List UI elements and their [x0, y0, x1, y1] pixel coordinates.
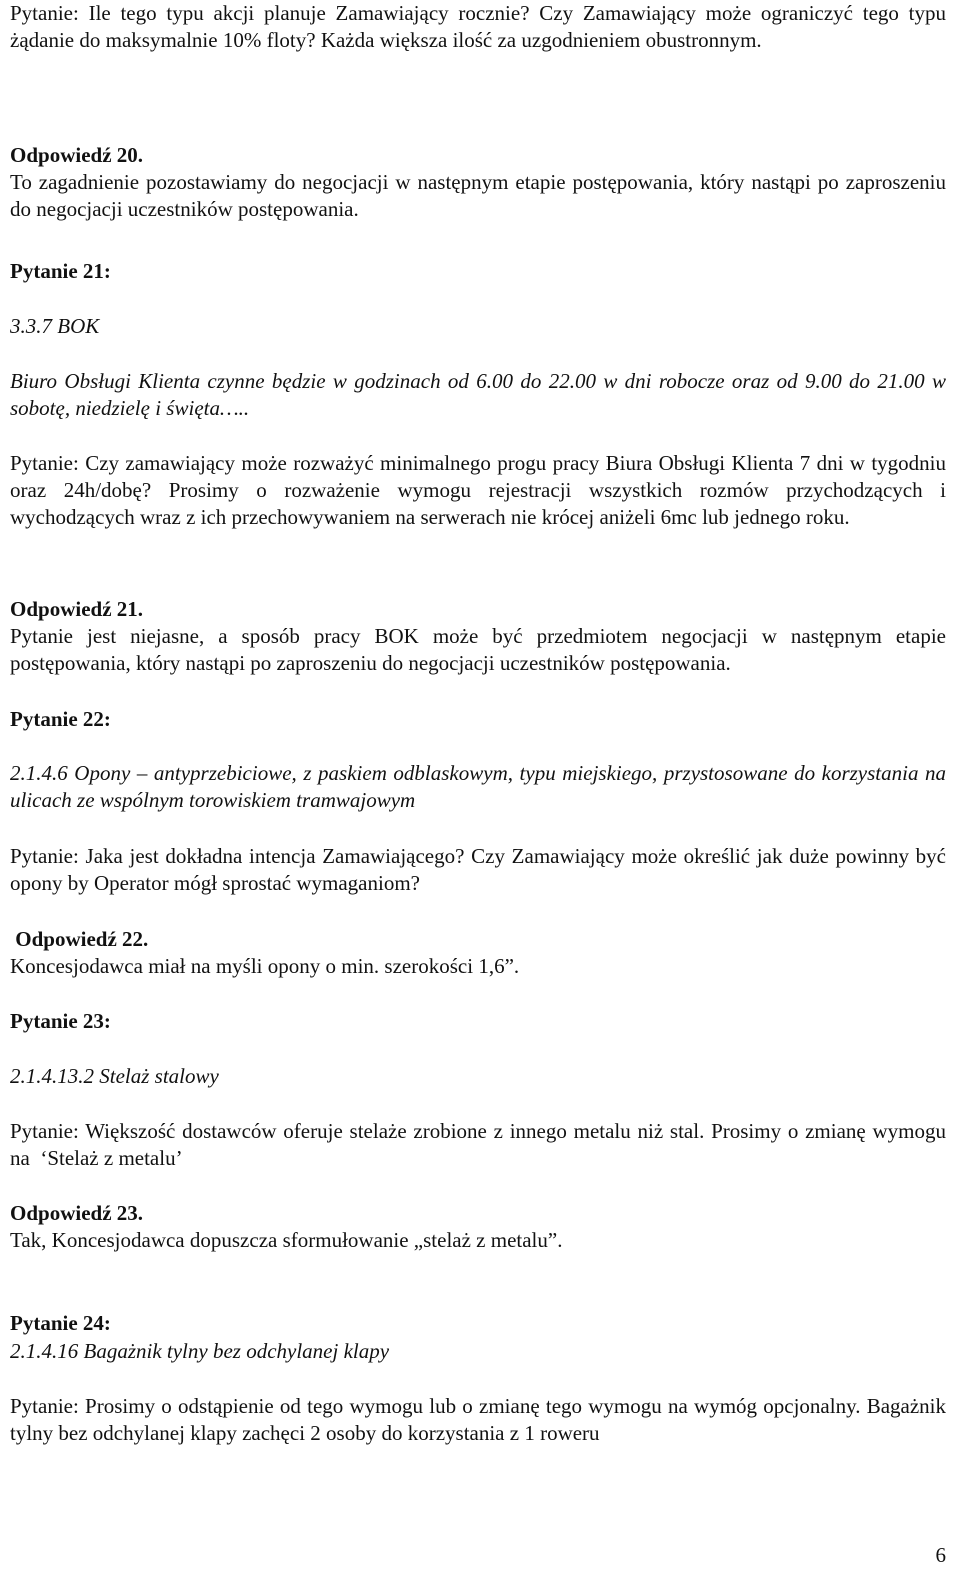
question-21-text — [10, 450, 946, 531]
question-24-reference: 2.1.4.16 Bagażnik tylny bez odchylanej klapy — [10, 1339, 390, 1363]
question-22-text: Pytanie: Jaka jest dokładna intencja Zamawiającego? Czy Zamawiający może określić jak duże powinny być opony by Operator mógł sprostać wymaganiom? — [10, 844, 946, 895]
question-21-text-part-b: Prosimy o rozważenie wymogu rejestracji wszystkich rozmów przychodzących i wychodzących wraz z ich przechowywaniem na serwerach nie krócej aniżeli 6mc lub jednego roku. — [10, 478, 946, 529]
answer-23-text: Tak, Koncesjodawca dopuszcza sformułowanie „stelaż z metalu”. — [10, 1228, 563, 1252]
question-23-reference: 2.1.4.13.2 Stelaż stalowy — [10, 1064, 219, 1088]
question-23-heading: Pytanie 23: — [10, 1009, 111, 1033]
question-23-text: Pytanie: Większość dostawców oferuje stelaże zrobione z innego metalu niż stal. Prosimy o zmianę wymogu na ‘Stelaż z metalu’ — [10, 1119, 952, 1170]
answer-22-heading: Odpowiedź 22. — [10, 927, 149, 951]
question-20-text: Pytanie: Ile tego typu akcji planuje Zamawiający rocznie? Czy Zamawiający może ograniczyć tego typu żądanie do maksymalnie 10% floty? Każda większa ilość za uzgodnieniem obustronnym. — [10, 1, 946, 52]
answer-20-text: To zagadnienie pozostawiamy do negocjacji w następnym etapie postępowania, który nastąpi po zaproszeniu do negocjacji uczestników postępowania. — [10, 170, 946, 221]
answer-20-heading: Odpowiedź 20. — [10, 143, 144, 167]
answer-23-heading: Odpowiedź 23. — [10, 1201, 144, 1225]
question-24-heading: Pytanie 24: — [10, 1311, 111, 1335]
question-22-reference: 2.1.4.6 Opony – antyprzebiciowe, z paskiem odblaskowym, typu miejskiego, przystosowane do korzystania na ulicach ze wspólnym torowiskiem tramwajowym — [10, 761, 946, 812]
answer-21-text: Pytanie jest niejasne, a sposób pracy BOK może być przedmiotem negocjacji w następnym etapie postępowania, który nastąpi po zaproszeniu do negocjacji uczestników postępowania. — [10, 624, 946, 675]
question-21-reference: 3.3.7 BOK — [10, 314, 100, 338]
question-22-heading: Pytanie 22: — [10, 707, 111, 731]
question-24-text: Pytanie: Prosimy o odstąpienie od tego wymogu lub o zmianę tego wymogu na wymóg opcjonalny. Bagażnik tylny bez odchylanej klapy zachęci 2 osoby do korzystania z 1 roweru — [10, 1394, 946, 1445]
question-21-heading: Pytanie 21: — [10, 259, 111, 283]
page-number: 6 — [935, 1543, 946, 1567]
answer-21-heading: Odpowiedź 21. — [10, 597, 144, 621]
answer-22-text: Koncesjodawca miał na myśli opony o min. szerokości 1,6”. — [10, 954, 520, 978]
question-21-quote: Biuro Obsługi Klienta czynne będzie w godzinach od 6.00 do 22.00 w dni robocze oraz od 9.00 do 21.00 w sobotę, niedzielę i święta….. — [10, 369, 946, 420]
question-21-text-part-a: Pytanie: Czy zamawiający może rozważyć minimalnego progu pracy Biura Obsługi Klienta 7 dni w tygodniu oraz 24h/dobę? — [10, 451, 946, 502]
